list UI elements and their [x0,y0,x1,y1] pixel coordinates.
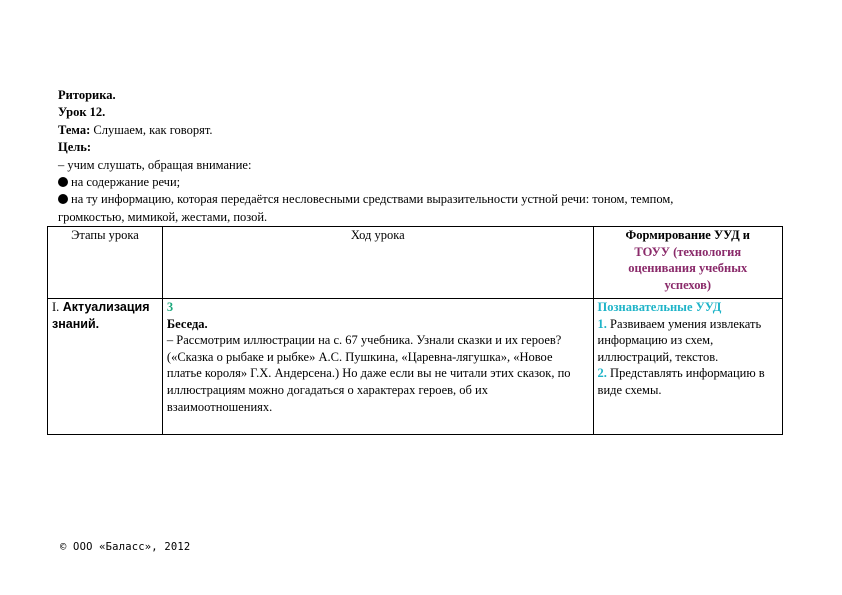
topic-line [58,122,798,139]
uud-item [598,316,778,366]
uud-item-number: 1. [597,316,607,331]
activity-text: – Рассмотрим иллюстрации на с. 67 учебника. Узнали сказки и их героев? («Сказка о рыбаке и рыбке» А.С. Пушкина, «Царевна-лягушка», «Новое платье короля» Г.Х. Андерсена.) Но даже если вы не читали этих сказок, по иллюстрациям можно догадаться о характерах героев, об их взаимоотношениях. [166,333,571,414]
goal-bullet-continuation: громкостью, мимикой, жестами, позой. [58,209,268,224]
goal-bullet-text: на содержание речи; [71,175,181,190]
lesson-table [47,226,783,435]
stage-name: Актуализация [59,300,150,314]
table-header-row [48,227,783,299]
stage-number: I. [52,300,60,314]
goal-label: Цель: [58,140,92,155]
header-uud-line: ТОУУ (технология [634,244,742,259]
lesson-number: Урок 12. [58,105,106,120]
uud-title: Познавательные УУД [597,300,722,314]
table-row [48,299,783,435]
activity-title: Беседа. [166,316,208,331]
goal-bullet [58,191,798,208]
header-course: Ход урока [162,227,593,299]
goal-line: – учим слушать, обращая внимание: [58,157,252,172]
uud-item-text: Развиваем умения извлекать информацию из схем, иллюстраций, текстов. [597,316,762,364]
course-cell [162,299,593,435]
slide-number: 3 [166,300,174,314]
bullet-icon [58,194,68,204]
uud-item [598,365,778,398]
goal-bullet [58,174,798,191]
goal-bullet-text: на ту информацию, которая передаётся несловесными средствами выразительности устной речи: тоном, темпом, [71,192,674,207]
stage-cell [48,299,163,435]
subject-title: Риторика. [58,88,116,102]
bullet-icon [58,177,68,187]
lesson-header [58,87,798,226]
copyright-footer: © ООО «Баласс», 2012 [60,541,191,553]
stage-name-cont: знаний. [52,316,100,331]
uud-item-text: Представлять информацию в виде схемы. [597,366,765,397]
header-uud-line: успехов) [664,277,712,292]
header-uud-line: Формирование УУД и [625,228,750,242]
header-uud-line: оценивания учебных [628,261,748,276]
header-stages: Этапы урока [48,227,163,299]
topic-value: Слушаем, как говорят. [93,122,213,137]
uud-cell [593,299,782,435]
uud-item-number: 2. [597,366,607,381]
stage-line [52,299,158,316]
topic-label: Тема: [58,122,91,137]
header-uud [593,227,782,299]
